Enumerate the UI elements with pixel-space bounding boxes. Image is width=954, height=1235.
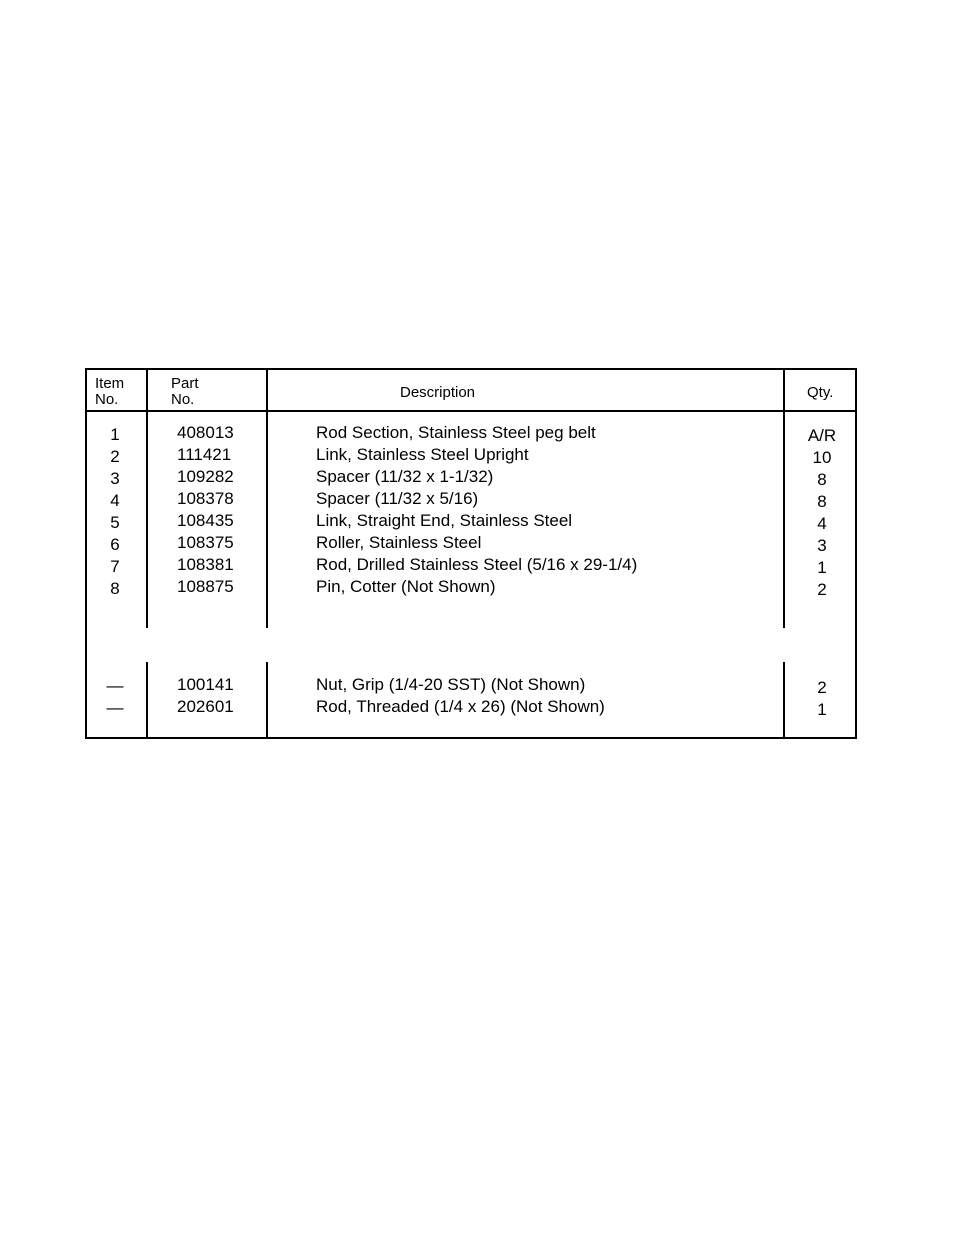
column-divider <box>266 662 268 739</box>
part-number: 408013 <box>177 423 234 442</box>
item-number: 8 <box>110 579 120 598</box>
column-divider <box>783 662 785 739</box>
item-number: 7 <box>110 557 120 576</box>
header-part-line2: No. <box>171 391 195 408</box>
part-description: Rod Section, Stainless Steel peg belt <box>316 423 596 442</box>
part-number: 109282 <box>177 467 234 486</box>
item-number: 2 <box>110 447 120 466</box>
part-description: Roller, Stainless Steel <box>316 533 482 552</box>
part-number: 108875 <box>177 577 234 596</box>
quantity: 3 <box>817 536 827 555</box>
part-number: 111421 <box>177 445 232 464</box>
quantity: 2 <box>817 678 827 697</box>
item-number: 4 <box>110 491 120 510</box>
part-description: Nut, Grip (1/4-20 SST) (Not Shown) <box>316 675 586 694</box>
header-description: Description <box>400 384 476 401</box>
part-number: 108381 <box>177 555 234 574</box>
quantity: 2 <box>817 580 827 599</box>
item-number: — <box>106 676 124 695</box>
column-divider <box>783 370 785 628</box>
header-item-line1: Item <box>95 375 125 392</box>
header-item-no <box>95 376 124 408</box>
part-description: Pin, Cotter (Not Shown) <box>316 577 496 596</box>
parts-table <box>85 368 857 739</box>
column-divider <box>146 370 148 628</box>
item-number: — <box>106 698 124 717</box>
part-description: Spacer (11/32 x 1-1/32) <box>316 467 494 486</box>
part-number: 202601 <box>177 697 234 716</box>
part-number: 100141 <box>177 675 234 694</box>
part-number: 108375 <box>177 533 234 552</box>
quantity: A/R <box>807 426 837 445</box>
column-divider <box>266 370 268 628</box>
part-number: 108435 <box>177 511 234 530</box>
quantity: 1 <box>817 558 827 577</box>
quantity: 8 <box>817 470 827 489</box>
quantity: 4 <box>817 514 827 533</box>
part-description: Rod, Drilled Stainless Steel (5/16 x 29-1/4) <box>316 555 638 574</box>
item-number: 5 <box>110 513 120 532</box>
header-part-line1: Part <box>171 375 199 392</box>
part-description: Rod, Threaded (1/4 x 26) (Not Shown) <box>316 697 605 716</box>
quantity: 1 <box>817 700 827 719</box>
quantity: 10 <box>812 448 832 467</box>
header-part-no <box>171 376 199 408</box>
column-divider <box>146 662 148 739</box>
item-number: 1 <box>110 425 120 444</box>
part-description: Spacer (11/32 x 5/16) <box>316 489 479 508</box>
item-number: 6 <box>110 535 120 554</box>
header-rule <box>87 410 855 412</box>
part-description: Link, Straight End, Stainless Steel <box>316 511 573 530</box>
header-item-line2: No. <box>95 391 119 408</box>
part-description: Link, Stainless Steel Upright <box>316 445 529 464</box>
part-number: 108378 <box>177 489 234 508</box>
item-number: 3 <box>110 469 120 488</box>
quantity: 8 <box>817 492 827 511</box>
header-qty: Qty. <box>807 384 834 401</box>
